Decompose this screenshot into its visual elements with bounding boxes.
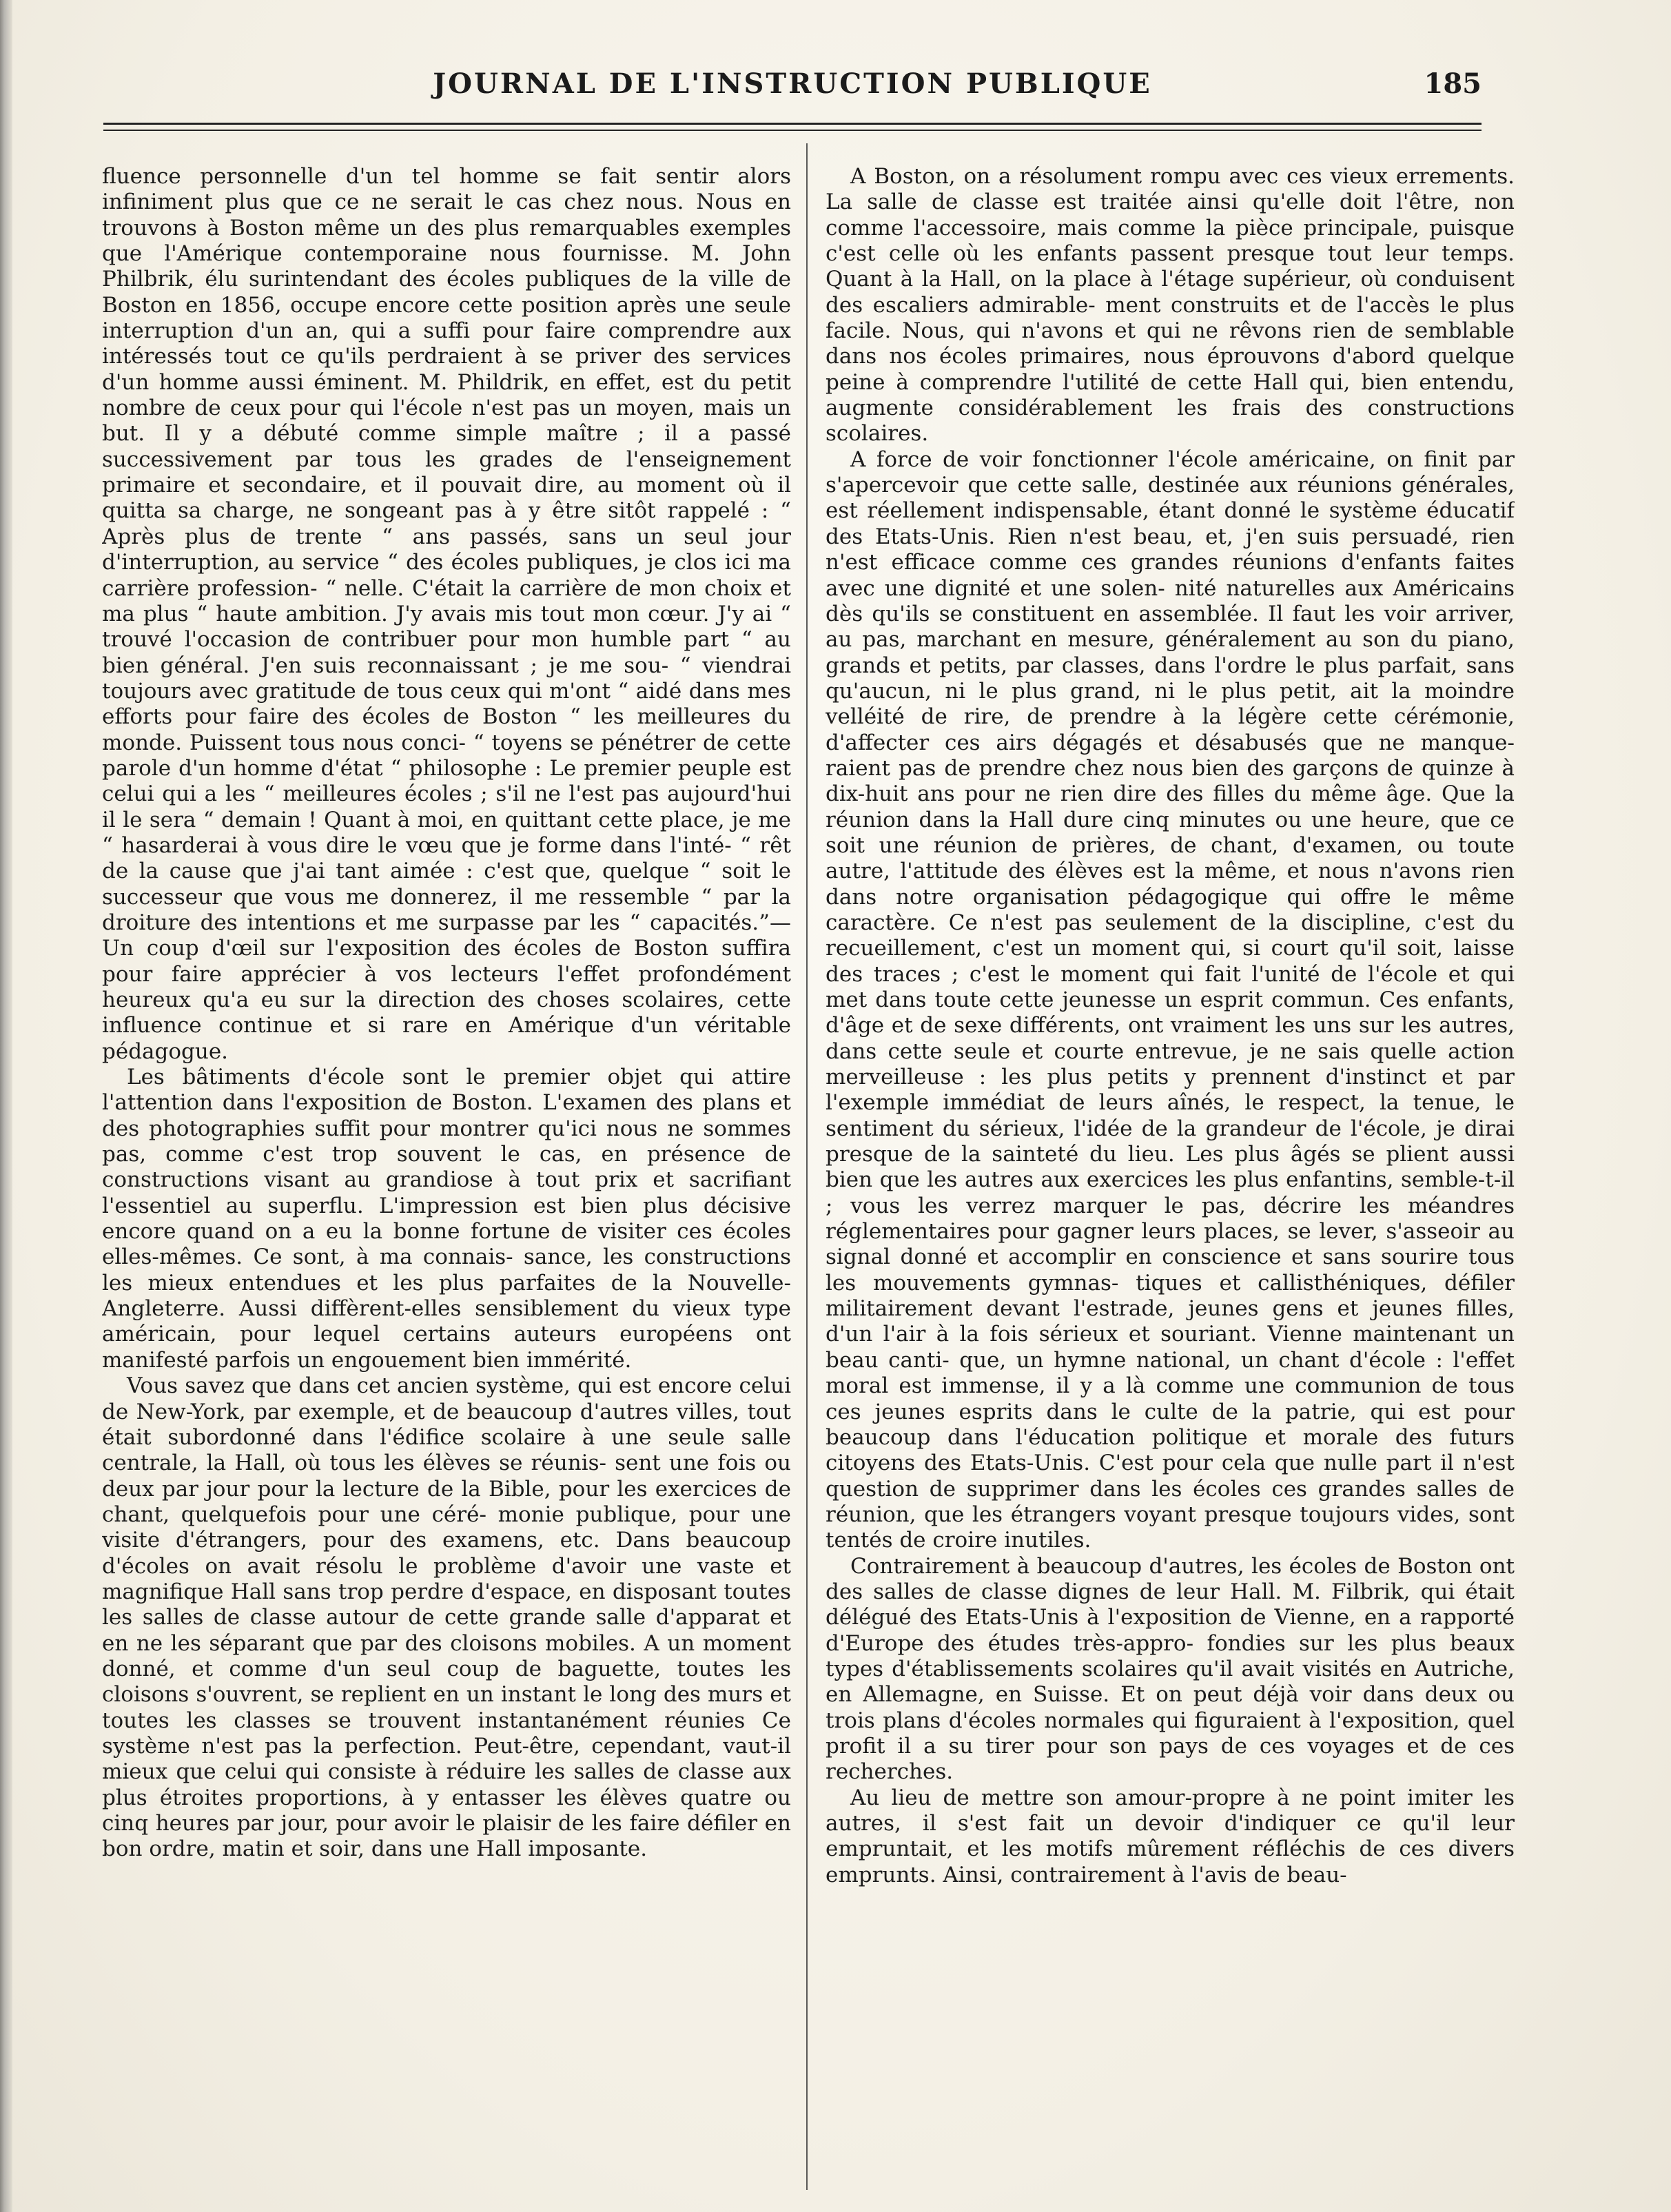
right-paragraph-4: Au lieu de mettre son amour-propre à ne point imiter les autres, il s'est fait un devoir d'indiquer ce qu'il leur empruntait, et les motifs mûrement réfléchis de ces divers emprunts. Ainsi, contrairement à l'avis de beau- [826, 1785, 1515, 1887]
page-number: 185 [1424, 68, 1482, 100]
left-paragraph-2: Les bâtiments d'école sont le premier objet qui attire l'attention dans l'exposition de Boston. L'examen des plans et des photographies suffit pour montrer qu'ici nous ne sommes pas, comme c'est trop souvent le cas, en présence de constructions visant au grandiose à tout prix et sacrifiant l'essentiel au superflu. L'impression est bien plus décisive encore quand on a eu la bonne fortune de visiter ces écoles elles-mêmes. Ce sont, à ma connais- sance, les constructions les mieux entendues et les plus parfaites de la Nouvelle-Angleterre. Aussi diffèrent-elles sensiblement du vieux type américain, pour lequel certains auteurs européens ont manifesté parfois un engouement bien immérité. [102, 1065, 791, 1373]
page-header [103, 68, 1482, 116]
left-paragraph-1: fluence personnelle d'un tel homme se fait sentir alors infiniment plus que ce ne serait le cas chez nous. Nous en trouvons à Boston même un des plus remarquables exemples que l'Amérique contemporaine nous fournisse. M. John Philbrik, élu surintendant des écoles publiques de la ville de Boston en 1856, occupe encore cette position après une seule interruption d'un an, qui a suffi pour faire comprendre aux intéressés tout ce qu'ils perdraient à se priver des services d'un homme aussi éminent. M. Phildrik, en effet, est du petit nombre de ceux pour qui l'école n'est pas un moyen, mais un but. Il y a débuté comme simple maître ; il a passé successivement par tous les grades de l'enseignement primaire et secondaire, et il pouvait dire, au moment où il quitta sa charge, ne songeant pas à y être sitôt rappelé : “ Après plus de trente “ ans passés, sans un seul jour d'interruption, au service “ des écoles publiques, je clos ici ma carrière profession- “ nelle. C'était la carrière de mon choix et ma plus “ haute ambition. J'y avais mis tout mon cœur. J'y ai “ trouvé l'occasion de contribuer pour mon humble part “ au bien général. J'en suis reconnaissant ; je me sou- “ viendrai toujours avec gratitude de tous ceux qui m'ont “ aidé dans mes efforts pour faire des écoles de Boston “ les meilleures du monde. Puissent tous nous conci- “ toyens se pénétrer de cette parole d'un homme d'état “ philosophe : Le premier peuple est celui qui a les “ meilleures écoles ; s'il ne l'est pas aujourd'hui il le sera “ demain ! Quant à moi, en quittant cette place, je me “ hasarderai à vous dire le vœu que je forme dans l'inté- “ rêt de la cause que j'ai tant aimée : c'est que, quelque “ soit le successeur que vous me donnerez, il me ressemble “ par la droiture des intentions et me surpasse par les “ capacités.”—Un coup d'œil sur l'exposition des écoles de Boston suffira pour faire apprécier à vos lecteurs l'effet profondément heureux qu'a eu sur la direction des choses scolaires, cette influence continue et si rare en Amérique d'un véritable pédagogue. [102, 164, 791, 1064]
right-paragraph-3: Contrairement à beaucoup d'autres, les écoles de Boston ont des salles de classe dignes de leur Hall. M. Filbrik, qui était délégué des Etats-Unis à l'exposition de Vienne, en a rapporté d'Europe des études très-appro- fondies sur les plus beaux types d'établissements scolaires qu'il avait visités en Autriche, en Allemagne, en Suisse. Et on peut déjà voir dans deux ou trois plans d'écoles normales qui figuraient à l'exposition, quel profit il a su tirer pour son pays de ces voyages et de ces recherches. [826, 1553, 1515, 1785]
header-rule-bottom [103, 130, 1482, 131]
right-paragraph-1: A Boston, on a résolument rompu avec ces vieux errements. La salle de classe est traitée ainsi qu'elle doit l'être, non comme l'accessoire, mais comme la pièce principale, puisque c'est celle où les enfants passent presque tout leur temps. Quant à la Hall, on la place à l'étage supérieur, où conduisent des escaliers admirable- ment construits et de l'accès le plus facile. Nous, qui n'avons et qui ne rêvons rien de semblable dans nos écoles primaires, nous éprouvons d'abord quelque peine à comprendre l'utilité de cette Hall qui, bien entendu, augmente considérablement les frais des constructions scolaires. [826, 164, 1515, 447]
journal-title: JOURNAL DE L'INSTRUCTION PUBLIQUE [433, 68, 1152, 100]
right-column [826, 164, 1515, 2162]
column-divider [806, 143, 808, 2190]
left-column [102, 164, 791, 2162]
left-paragraph-3: Vous savez que dans cet ancien système, qui est encore celui de New-York, par exemple, et de beaucoup d'autres villes, tout était subordonné dans l'édifice scolaire à une seule salle centrale, la Hall, où tous les élèves se réunis- sent une fois ou deux par jour pour la lecture de la Bible, pour les exercices de chant, quelquefois pour une céré- monie publique, pour une visite d'étrangers, pour des examens, etc. Dans beaucoup d'écoles on avait résolu le problème d'avoir une vaste et magnifique Hall sans trop perdre d'espace, en disposant toutes les salles de classe autour de cette grande salle d'apparat et en ne les séparant que par des cloisons mobiles. A un moment donné, et comme d'un seul coup de baguette, toutes les cloisons s'ouvrent, se replient en un instant le long des murs et toutes les classes se trouvent instantanément réunies Ce système n'est pas la perfection. Peut-être, cependant, vaut-il mieux que celui qui consiste à réduire les salles de classe aux plus étroites proportions, à y entasser les élèves quatre ou cinq heures par jour, pour avoir le plaisir de les faire défiler en bon ordre, matin et soir, dans une Hall imposante. [102, 1373, 791, 1862]
right-paragraph-2: A force de voir fonctionner l'école américaine, on finit par s'apercevoir que cette salle, destinée aux réunions générales, est réellement indispensable, étant donné le système éducatif des Etats-Unis. Rien n'est beau, et, j'en suis persuadé, rien n'est efficace comme ces grandes réunions d'enfants faites avec une dignité et une solen- nité naturelles aux Américains dès qu'ils se constituent en assemblée. Il faut les voir arriver, au pas, marchant en mesure, généralement au son du piano, grands et petits, par classes, dans l'ordre le plus parfait, sans qu'aucun, ni le plus grand, ni le plus petit, ait la moindre velléité de rire, de prendre à la légère cette cérémonie, d'affecter ces airs dégagés et désabusés que ne manque- raient pas de prendre chez nous bien des garçons de quinze à dix-huit ans pour ne rien dire des filles du même âge. Que la réunion dans la Hall dure cinq minutes ou une heure, que ce soit une réunion de prières, de chant, d'examen, ou toute autre, l'attitude des élèves est la même, et nous n'avons rien dans notre organisation pédagogique qui offre le même caractère. Ce n'est pas seulement de la discipline, c'est du recueillement, c'est un moment qui, si court qu'il soit, laisse des traces ; c'est le moment qui fait l'unité de l'école et qui met dans toute cette jeunesse un esprit commun. Ces enfants, d'âge et de sexe différents, ont vraiment les uns sur les autres, dans cette seule et courte entrevue, je ne sais quelle action merveilleuse : les plus petits y prennent d'instinct et par l'exemple immédiat de leurs aînés, le respect, la tenue, le sentiment du sérieux, l'idée de la grandeur de l'école, je dirai presque de la sainteté du lieu. Les plus âgés se plient aussi bien que les autres aux exercices les plus enfantins, semble-t-il ; vous les verrez marquer le pas, décrire les méandres réglementaires pour gagner leurs places, se lever, s'asseoir au signal donné et accomplir en conscience et sans sourire tous les mouvements gymnas- tiques et callisthéniques, défiler militairement devant l'estrade, jeunes gens et jeunes filles, d'un l'air à la fois sérieux et souriant. Vienne maintenant un beau canti- que, un hymne national, un chant d'école : l'effet moral est immense, il y a là comme une communion de tous ces jeunes esprits dans le culte de la patrie, qui est pour beaucoup dans l'éducation politique et morale des futurs citoyens des Etats-Unis. C'est pour cela que nulle part il n'est question de supprimer dans les écoles ces grandes salles de réunion, que les étrangers voyant presque toujours vides, sont tentés de croire inutiles. [826, 447, 1515, 1553]
header-rule-top [103, 123, 1482, 125]
scan-binding-edge [0, 0, 12, 2212]
